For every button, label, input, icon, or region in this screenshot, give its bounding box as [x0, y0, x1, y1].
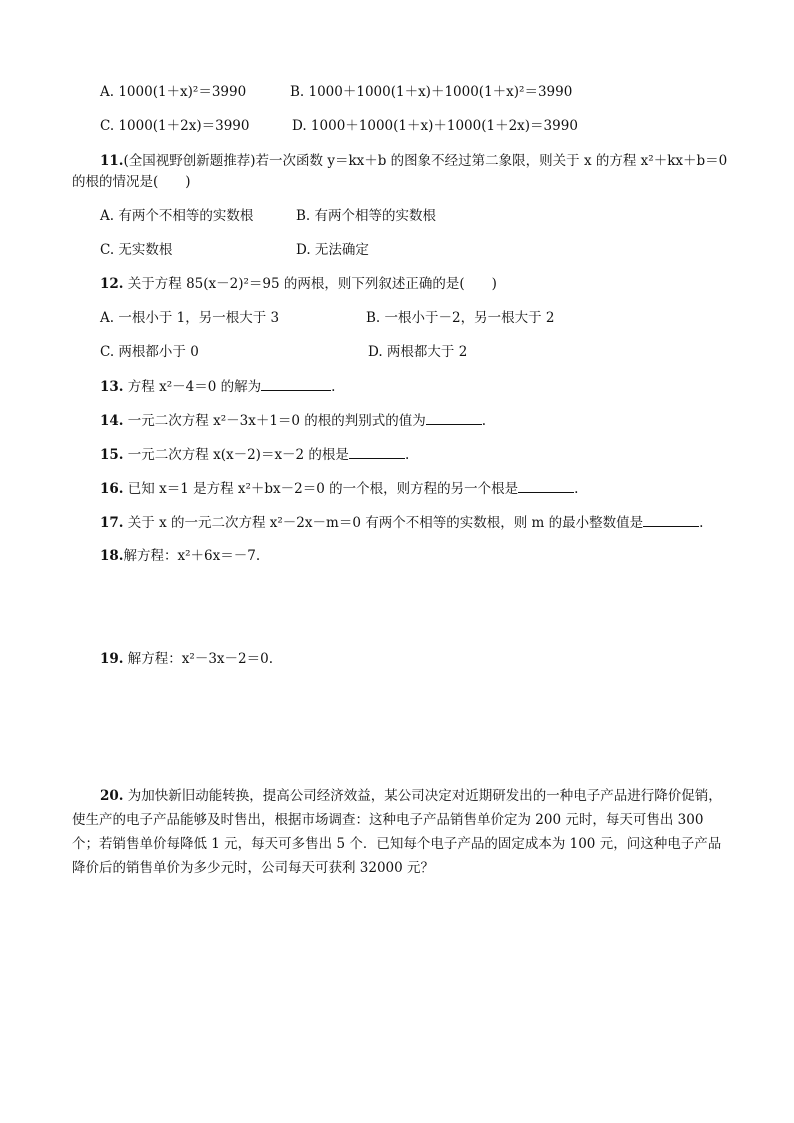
- q17-answer-blank[interactable]: [643, 513, 699, 527]
- q16-answer-blank[interactable]: [518, 479, 574, 493]
- q13-question: [100, 377, 335, 396]
- q15-stem: 一元二次方程 x(x－2)＝x－2 的根是: [127, 447, 349, 463]
- q13-stem: 方程 x²－4＝0 的解为: [127, 379, 262, 395]
- q17-end: .: [699, 515, 704, 531]
- q14-number: 14.: [100, 413, 124, 429]
- q11-number: 11.: [100, 153, 124, 169]
- q20-number: 20.: [100, 788, 124, 804]
- q12-option-d: D. 两根都大于 2: [368, 344, 468, 360]
- q11-option-d: D. 无法确定: [296, 242, 369, 258]
- q11-option-c: C. 无实数根: [100, 242, 173, 258]
- q18-number: 18.: [100, 548, 124, 564]
- q11-question: [100, 152, 727, 170]
- q11-stem-line2: 的根的情况是( ): [72, 174, 191, 190]
- q12-option-c: C. 两根都小于 0: [100, 344, 199, 360]
- q16-stem: 已知 x＝1 是方程 x²＋bx－2＝0 的一个根，则方程的另一个根是: [127, 481, 519, 497]
- q20-stem: 为加快新旧动能转换，提高公司经济效益，某公司决定对近期研发出的一种电子产品进行降价促销，使生产的电子产品能够及时售出，根据市场调查：这种电子产品销售单价定为 200 元时，每天可售出 300 个；若销售单价每降低 1 元，每天可多售出 5 个．已知每个电子产品的固定成本为 100 元，问这种电子产品降价后的销售单价为多少元时，公司每天可获利 32000 元？: [72, 788, 722, 876]
- q14-end: .: [481, 413, 487, 429]
- q12-stem: 关于方程 85(x－2)²＝95 的两根，则下列叙述正确的是( ): [127, 276, 497, 292]
- q10-option-d: D. 1000＋1000(1＋x)＋1000(1＋2x)＝3990: [292, 118, 578, 134]
- q14-question: [100, 411, 486, 430]
- q14-stem: 一元二次方程 x²－3x＋1＝0 的根的判别式的值为: [127, 413, 426, 429]
- q18-stem: 解方程：x²＋6x＝－7.: [123, 548, 261, 564]
- q16-number: 16.: [100, 481, 124, 497]
- q13-answer-blank[interactable]: [261, 377, 331, 391]
- q15-answer-blank[interactable]: [349, 445, 405, 459]
- q12-number: 12.: [100, 276, 124, 292]
- q11-option-a: A. 有两个不相等的实数根: [100, 208, 254, 224]
- q15-number: 15.: [100, 447, 124, 463]
- q14-answer-blank[interactable]: [426, 411, 482, 425]
- q16-end: .: [574, 481, 579, 497]
- q11-stem-line1: (全国视野创新题推荐)若一次函数 y＝kx＋b 的图象不经过第二象限，则关于 x 的方程 x²＋kx＋b＝0: [123, 153, 728, 169]
- q12-option-a: A. 一根小于 1，另一根大于 3: [100, 310, 280, 326]
- q18-question: [100, 547, 260, 565]
- q10-option-c: C. 1000(1＋2x)＝3990: [100, 118, 250, 134]
- q11-option-b: B. 有两个相等的实数根: [296, 208, 437, 224]
- q13-number: 13.: [100, 379, 124, 395]
- q19-question: [100, 650, 273, 668]
- q15-end: .: [404, 447, 410, 463]
- q12-question: [100, 275, 497, 293]
- q10-option-b: B. 1000＋1000(1＋x)＋1000(1＋x)²＝3990: [290, 84, 573, 100]
- q13-end: .: [331, 379, 336, 395]
- q10-option-a: A. 1000(1＋x)²＝3990: [100, 84, 247, 100]
- q20-question: [72, 784, 724, 880]
- q19-number: 19.: [100, 651, 124, 667]
- q16-question: [100, 479, 578, 498]
- q17-question: [100, 513, 703, 532]
- q17-number: 17.: [100, 515, 124, 531]
- q17-stem: 关于 x 的一元二次方程 x²－2x－m＝0 有两个不相等的实数根，则 m 的最小整数值是: [127, 515, 644, 531]
- q12-option-b: B. 一根小于－2，另一根大于 2: [366, 310, 555, 326]
- q19-stem: 解方程：x²－3x－2＝0.: [127, 651, 273, 667]
- q15-question: [100, 445, 409, 464]
